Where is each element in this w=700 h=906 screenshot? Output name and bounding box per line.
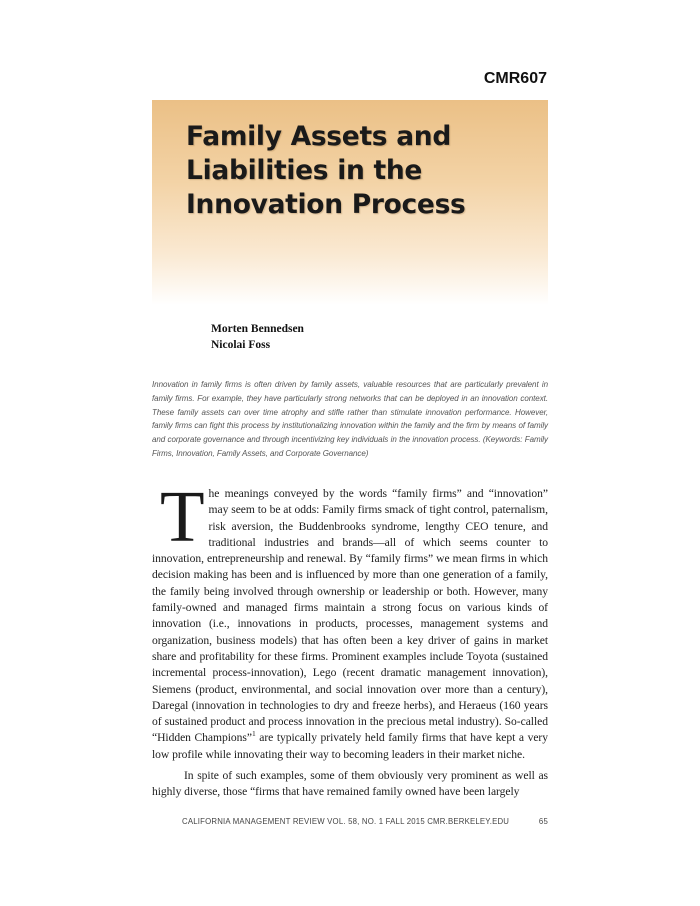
author-list bbox=[211, 321, 304, 353]
title-line: Innovation Process bbox=[186, 189, 466, 220]
title-line: Family Assets and bbox=[186, 121, 452, 152]
drop-cap: T bbox=[160, 476, 205, 557]
page-number: 65 bbox=[538, 817, 548, 826]
author-name: Morten Bennedsen bbox=[211, 323, 304, 335]
body-paragraph bbox=[152, 476, 548, 763]
title-line: Liabilities in the bbox=[186, 155, 423, 186]
author-name: Nicolai Foss bbox=[211, 339, 271, 351]
article-title bbox=[186, 120, 466, 222]
body-paragraph: In spite of such examples, some of them obviously very prominent as well as highly diverse, those “firms that have remained family owned have been largely bbox=[152, 769, 548, 799]
abstract: Innovation in family firms is often driven by family assets, valuable resources that are particularly prevalent in family firms. For example, they have particularly strong networks that can be deployed in an innovation context. These family assets can over time atrophy and stifle rather than stimulate innovation performance. However, family firms can fight this process by institutionalizing innovation within the family and the firm by means of family and corporate governance and through incentivizing key individuals in the innovation process. (Keywords: Family Firms, Innovation, Family Assets, and Corporate Governance) bbox=[152, 380, 548, 458]
article-code: CMR607 bbox=[483, 70, 547, 87]
paragraph-text: he meanings conveyed by the words “family firms” and “innovation” may seem to be at odds: Family firms smack of tight control, paternalism, risk aversion, the Buddenbrooks syndrome, lengthy CEO tenure, and traditional industries and brands—all of which seems counter to innovation, entrepreneurship and renewal. By “family firms” we mean firms in which decision making has been and is influenced by more than one generation of a family, the family being involved through ownership or leadership or both. However, many family-owned and managed firms maintain a strong focus on various kinds of innovation (i.e., innovations in products, processes, management systems and organization, business models) that has often been a key driver of gains in market share and profitability for these firms. Prominent examples include Toyota (sustained incremental process-innovation), Lego (recent dramatic management innovation), Siemens (product, environmental, and social innovation over more than a century), Daregal (innovation in technologies to dry and freeze herbs), and Heraeus (160 years of sustained product and process innovation in the precious metal industry). So-called “Hidden Champions” bbox=[152, 487, 548, 745]
footnote-ref[interactable]: 1 bbox=[251, 729, 256, 739]
article-body bbox=[152, 476, 548, 801]
page-footer bbox=[182, 817, 548, 826]
paragraph-text: are typically privately held family firms that have kept a very low profile while innovating their way to becoming leaders in their market niche. bbox=[152, 731, 548, 761]
journal-info: CALIFORNIA MANAGEMENT REVIEW VOL. 58, NO. 1 FALL 2015 CMR.BERKELEY.EDU bbox=[182, 817, 510, 826]
